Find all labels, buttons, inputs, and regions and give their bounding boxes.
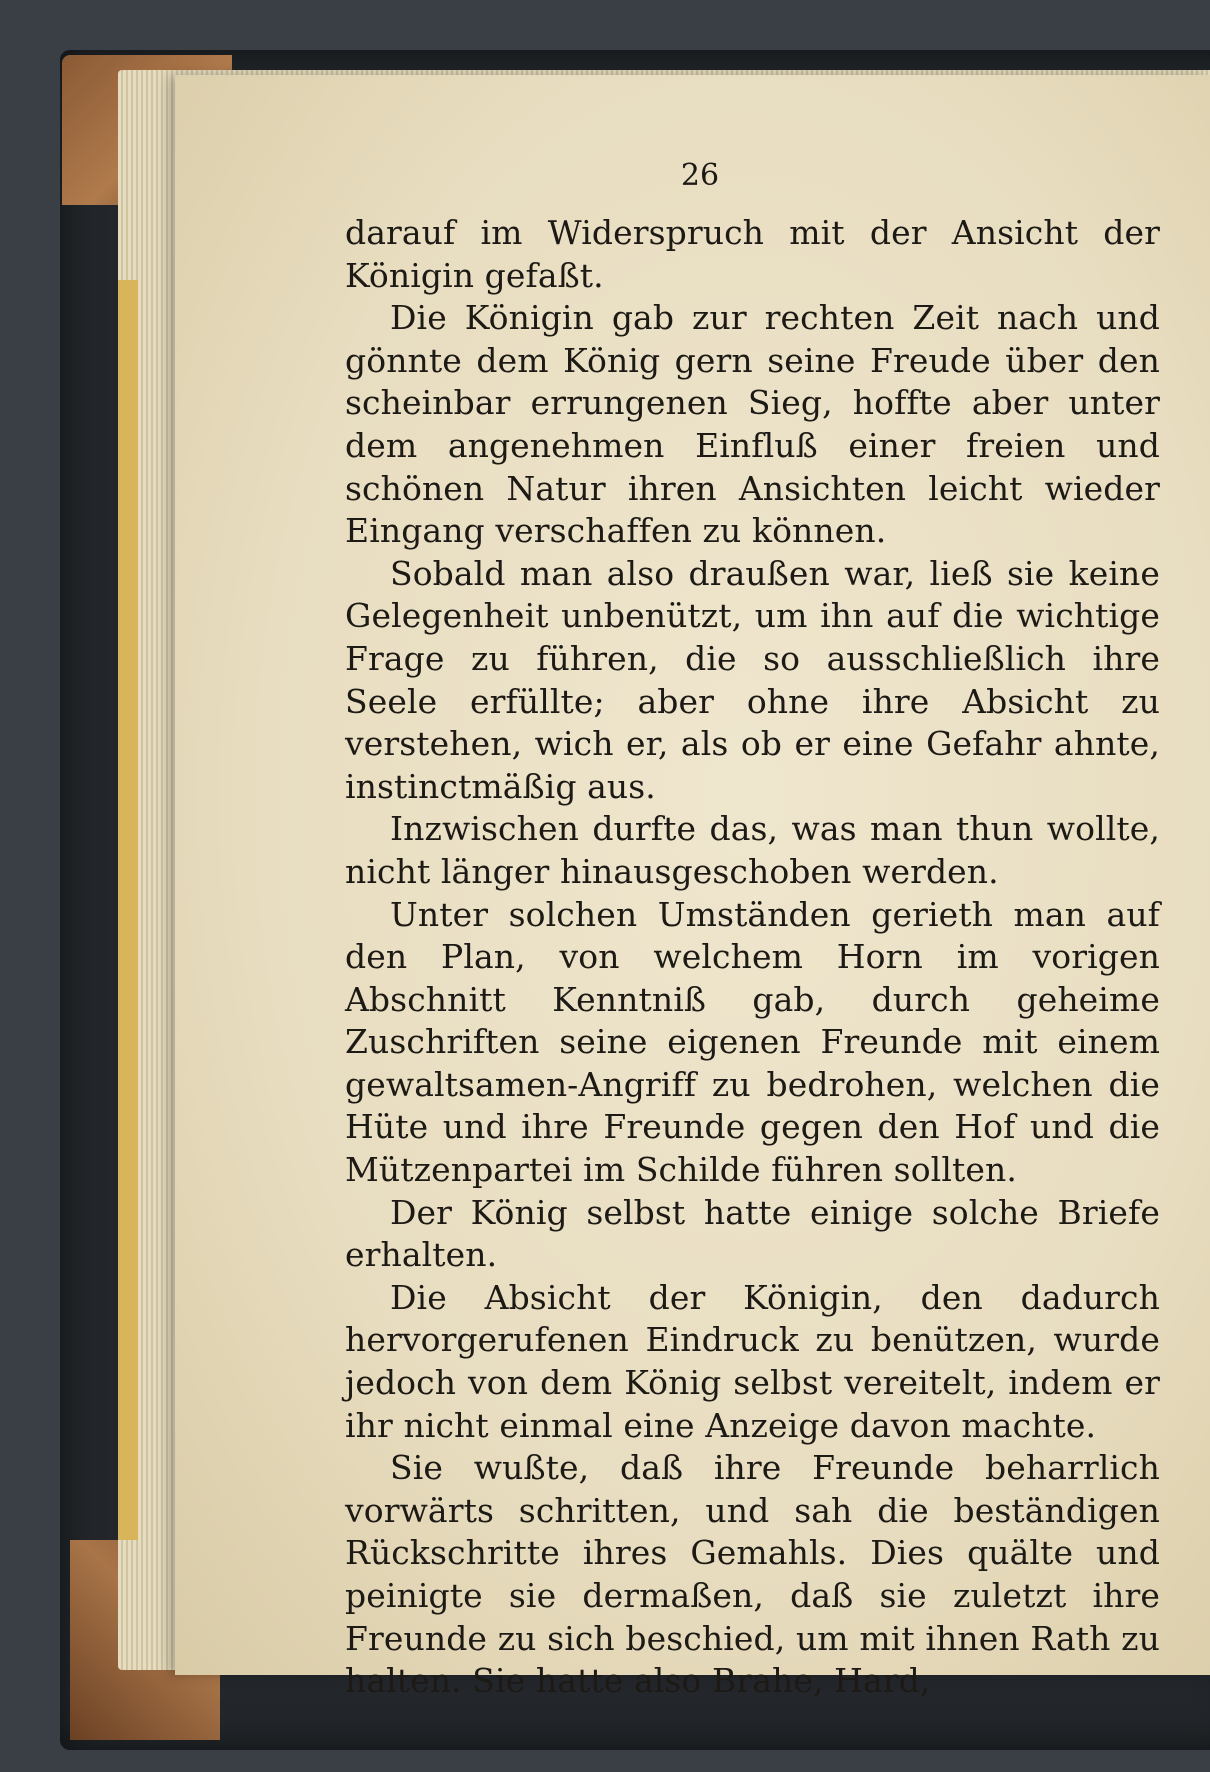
- paragraph: Die Absicht der Königin, den dadurch hervorgerufenen Eindruck zu benützen, wurde jedoch von dem König selbst vereitelt, indem er ihr nicht einmal eine Anzeige davon machte.: [345, 1277, 1160, 1445]
- paragraph: Die Königin gab zur rechten Zeit nach und gönnte dem König gern seine Freude über den scheinbar errungenen Sieg, hoffte aber unter dem angenehmen Einfluß einer freien und schönen Natur ihren Ansichten leicht wieder Eingang verschaffen zu können.: [345, 298, 1160, 551]
- page-number: 26: [680, 158, 720, 193]
- page-text: [345, 212, 1160, 1703]
- page-edge-strip: [118, 280, 138, 1540]
- paragraph: darauf im Widerspruch mit der Ansicht der Königin gefaßt.: [345, 213, 1160, 295]
- paragraph: Inzwischen durfte das, was man thun wollte, nicht länger hinausgeschoben werden.: [345, 809, 1160, 891]
- paragraph: Der König selbst hatte einige solche Briefe erhalten.: [345, 1192, 1160, 1275]
- paragraph: Sobald man also draußen war, ließ sie keine Gelegenheit unbenützt, um ihn auf die wichtige Frage zu führen, die so ausschließlich ihre Seele erfüllte; aber ohne ihre Absicht zu verstehen, wich er, als ob er eine Gefahr ahnte, instinctmäßig aus.: [345, 553, 1160, 806]
- paragraph: Sie wußte, daß ihre Freunde beharrlich vorwärts schritten, und sah die beständigen Rückschritte ihres Gemahls. Dies quälte und peinigte sie dermaßen, daß sie zuletzt ihre Freunde zu sich beschied, um mit ihnen Rath zu halten. Sie hatte also Brahe, Hard,: [345, 1448, 1160, 1701]
- paragraph: Unter solchen Umständen gerieth man auf den Plan, von welchem Horn im vorigen Abschnitt Kenntniß gab, durch geheime Zuschriften seine eigenen Freunde mit einem gewaltsamen-Angriff zu bedrohen, welchen die Hüte und ihre Freunde gegen den Hof und die Mützenpartei im Schilde führen sollten.: [345, 894, 1160, 1190]
